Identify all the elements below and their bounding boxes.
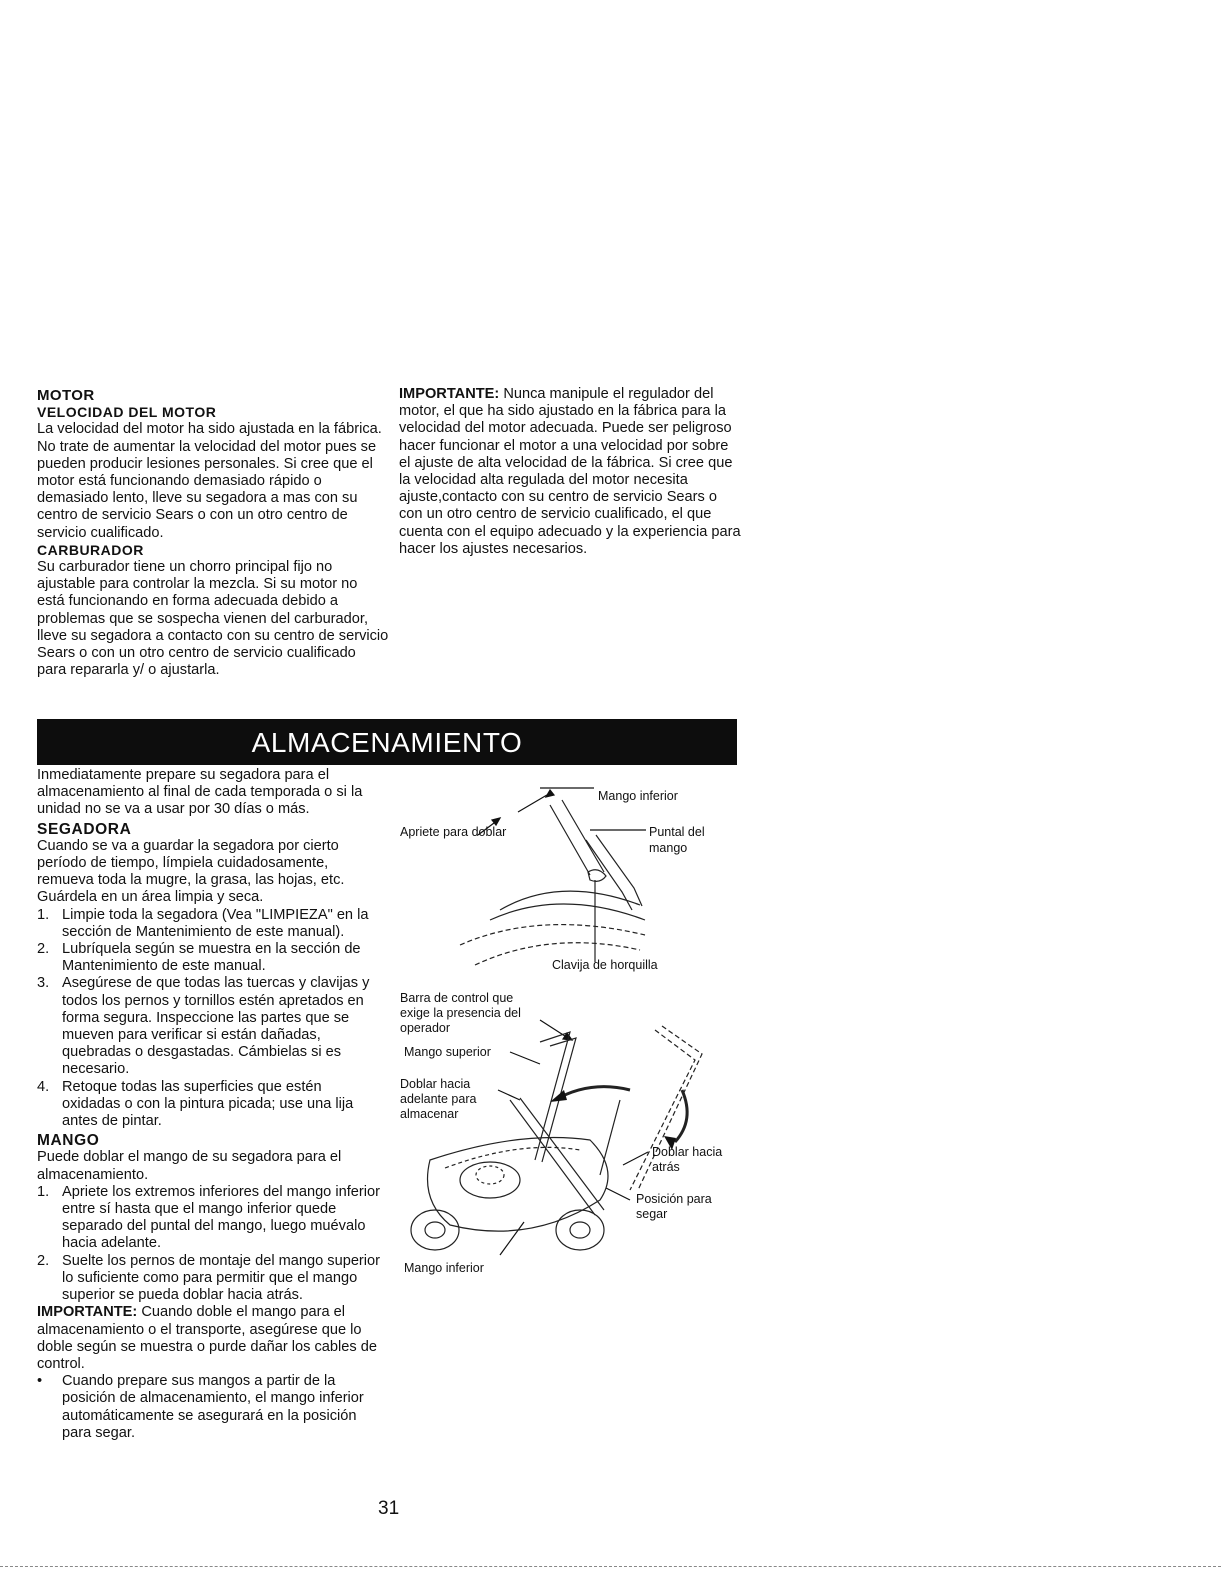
label-doblar-adelante-1: Doblar hacia xyxy=(400,1077,471,1091)
segadora-paragraph: Cuando se va a guardar la segadora por cierto período de tiempo, límpiela cuidadosamente, remueva toda la mugre, la grasa, las hojas, etc. Guárdela en un área limpia y seca. xyxy=(37,837,345,906)
velocidad-paragraph: La velocidad del motor ha sido ajustada en la fábrica. No trate de aumentar la velocidad del motor pues se pueden producir lesiones personales. Si cree que el motor está funcionando demasiado rápido o demasiado lento, lleve su segadora a mas con su centro de servicio Sears o con un otro centro de servicio cualificado. xyxy=(37,421,382,541)
list-item: 2. Lubríquela según se muestra en la sección de Mantenimiento de este manual. xyxy=(37,941,361,975)
label-doblar-adelante-3: almacenar xyxy=(400,1107,459,1121)
carburador-paragraph: Su carburador tiene un chorro principal fijo no ajustable para controlar la mezcla. Si su motor no está funcionando en forma adecuada debido a problemas que se sospecha vienen del carburador, lleve su segadora a contacto con su centro de servicio Sears o con un otro centro de servicio cualificado para repararla y/ o ajustarla. xyxy=(37,559,389,679)
motor-importante-section xyxy=(399,386,742,558)
storage-importante-paragraph: IMPORTANTE: Cuando doble el mango para el almacenamiento o el transporte, asegúrese que lo doble según se muestra o purde dañar los cables de control. xyxy=(37,1304,377,1372)
list-item: • Cuando prepare sus mangos a partir de la posición de almacenamiento, el mango inferior automáticamente se asegurará en la posición para segar. xyxy=(37,1373,364,1441)
label-doblar-atras-2: atrás xyxy=(652,1160,680,1174)
handle-closeup-figure xyxy=(390,780,730,980)
mango-steps xyxy=(37,1184,383,1304)
label-barra-2: exige la presencia del xyxy=(400,1006,521,1020)
label-mango-inferior: Mango inferior xyxy=(598,789,678,803)
label-posicion-2: segar xyxy=(636,1207,668,1221)
importante-label: IMPORTANTE: xyxy=(37,1304,138,1321)
mango-heading: MANGO xyxy=(37,1132,100,1150)
almacenamiento-banner: ALMACENAMIENTO xyxy=(37,719,737,765)
page-number: 31 xyxy=(378,1498,400,1519)
mower-fold-figure xyxy=(390,990,740,1280)
storage-bullets xyxy=(37,1373,383,1442)
carburador-heading: CARBURADOR xyxy=(37,541,144,558)
label-apriete: Apriete para doblar xyxy=(400,825,507,839)
label-puntal-2: mango xyxy=(649,841,688,855)
importante-text: Nunca manipule el regulador del motor, el que ha sido ajustado en la fábrica para la velocidad del motor adecuada. Puede ser peligroso hacer funcionar el motor a una velocidad por sobre el ajuste de alta velocidad de la fábrica. Si cree que la velocidad alta regulada del motor necesita ajuste,contacto con su centro de servicio Sears o con un otro centro de servicio cualificado, el que cuenta con el equipo adecuado y la experiencia para hacer los ajustes necesarios. xyxy=(399,386,741,557)
label-doblar-adelante-2: adelante para xyxy=(400,1092,477,1106)
mango-paragraph: Puede doblar el mango de su segadora para el almacenamiento. xyxy=(37,1149,342,1183)
label-barra-1: Barra de control que xyxy=(400,991,514,1005)
list-item: 1. Apriete los extremos inferiores del mango inferior entre sí hasta que el mango inferior quede separado del puntal del mango, luego muévalo hacia adelante. xyxy=(37,1183,380,1252)
segadora-steps xyxy=(37,907,383,1131)
label-mango-inferior: Mango inferior xyxy=(404,1261,484,1275)
label-doblar-atras-1: Doblar hacia xyxy=(652,1145,723,1159)
list-item: 2. Suelte los pernos de montaje del mango superior lo suficiente como para permitir que el mango superior se pueda doblar hacia atrás. xyxy=(37,1252,381,1304)
segadora-heading: SEGADORA xyxy=(37,820,132,838)
list-item: 1. Limpie toda la segadora (Vea "LIMPIEZA" en la sección de Mantenimiento de este manual). xyxy=(37,906,369,940)
motor-heading: MOTOR xyxy=(37,387,95,404)
storage-section xyxy=(37,767,383,1442)
label-posicion-1: Posición para xyxy=(636,1192,712,1206)
label-clavija: Clavija de horquilla xyxy=(552,958,658,972)
importante-label: IMPORTANTE: xyxy=(399,386,500,402)
label-mango-superior: Mango superior xyxy=(404,1045,491,1059)
label-puntal-1: Puntal del xyxy=(649,825,705,839)
label-barra-3: operador xyxy=(400,1021,451,1035)
bottom-divider xyxy=(0,1566,1221,1567)
velocidad-heading: VELOCIDAD DEL MOTOR xyxy=(37,404,217,421)
list-item: 4. Retoque todas las superficies que estén oxidadas o con la pintura picada; use una lija antes de pintar. xyxy=(37,1078,354,1130)
storage-intro: Inmediatamente prepare su segadora para el almacenamiento al final de cada temporada o si la unidad no se va a usar por 30 días o más. xyxy=(37,767,363,818)
motor-section xyxy=(37,387,389,679)
list-item: 3. Asegúrese de que todas las tuercas y clavijas y todos los pernos y tornillos estén apretados en forma segura. Inspeccione las partes que se mueven para verificar si están dañadas, quebradas o desgastadas. Cámbielas si es necesario. xyxy=(37,975,370,1078)
motor-importante-paragraph xyxy=(399,386,742,558)
